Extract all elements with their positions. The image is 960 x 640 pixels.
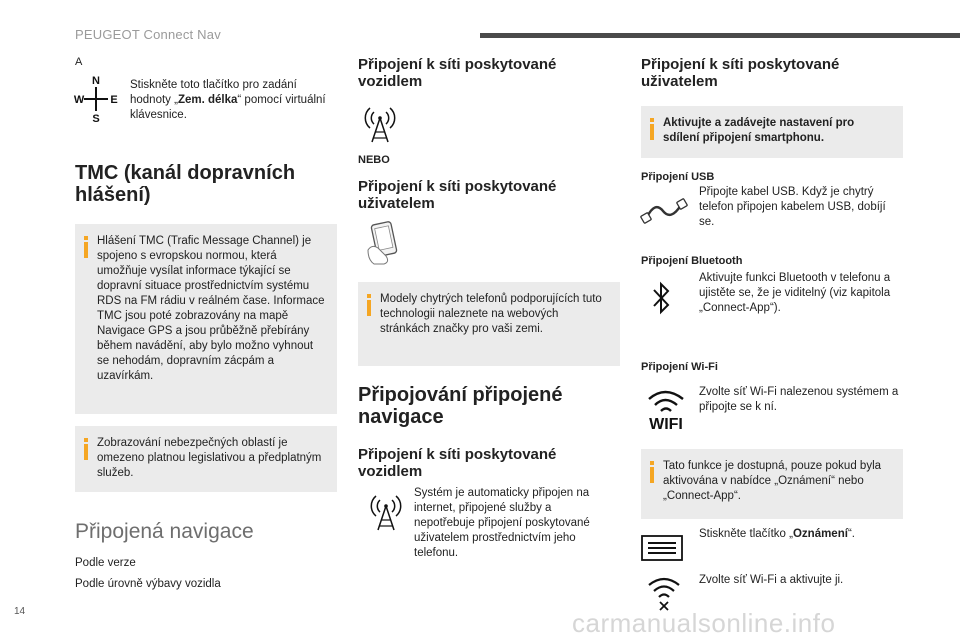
press-notifications-text bbox=[699, 527, 899, 542]
bluetooth-text: Aktivujte funkci Bluetooth v telefonu a ujistěte se, že je viditelný (viz kapitola „Connect-App“). bbox=[699, 272, 891, 314]
press-text-bold: Oznámení bbox=[792, 528, 848, 540]
select-wifi-row bbox=[641, 573, 903, 613]
vehicle-connection-heading: Připojení k síti poskytované vozidlem bbox=[358, 56, 557, 90]
wifi-label: Připojení Wi-Fi bbox=[641, 361, 718, 373]
compass-n: N bbox=[92, 75, 100, 87]
compass-icon bbox=[75, 74, 117, 124]
info-icon bbox=[84, 438, 88, 460]
bluetooth-icon bbox=[641, 271, 697, 319]
compass-w: W bbox=[73, 94, 85, 106]
info-icon bbox=[367, 294, 371, 316]
press-text-2: “. bbox=[847, 528, 855, 540]
connecting-navigation-heading: Připojování připojené navigace bbox=[358, 384, 563, 428]
wifi-settings-icon bbox=[641, 573, 697, 613]
compass-text-2: “ pomocí virtuální klávesnice. bbox=[130, 94, 326, 121]
compass-e: E bbox=[110, 94, 118, 106]
tmc-note bbox=[75, 224, 337, 414]
version-line: Podle verze bbox=[75, 557, 136, 569]
compass-row bbox=[75, 74, 337, 124]
menu-list-icon bbox=[641, 527, 697, 563]
usb-row bbox=[641, 185, 903, 231]
or-label: NEBO bbox=[358, 154, 390, 166]
danger-note-text: Zobrazování nebezpečných oblastí je omezeno platnou legislativou a předplatným služeb. bbox=[97, 437, 322, 479]
info-icon bbox=[650, 118, 654, 140]
wifi-icon-text: WIFI bbox=[649, 416, 683, 433]
compass-text-1: Stiskněte toto tlačítko pro zadání hodnoty „ bbox=[130, 79, 297, 106]
select-wifi-text: Zvolte síť Wi-Fi a aktivujte ji. bbox=[699, 574, 844, 586]
info-icon bbox=[84, 236, 88, 258]
danger-note bbox=[75, 426, 337, 492]
smartphone-models-note bbox=[358, 282, 620, 366]
wifi-icon bbox=[641, 385, 697, 431]
user-connection-heading-2: Připojení k síti poskytované uživatelem bbox=[641, 56, 840, 90]
activate-sharing-note bbox=[641, 106, 903, 158]
page-header-title: PEUGEOT Connect Nav bbox=[75, 27, 221, 42]
tmc-heading: TMC (kanál dopravních hlášení) bbox=[75, 162, 296, 206]
compass-description bbox=[130, 78, 330, 123]
wifi-row bbox=[641, 385, 903, 431]
watermark: carmanualsonline.info bbox=[572, 608, 836, 638]
activate-sharing-note-text: Aktivujte a zadávejte nastavení pro sdílení připojení smartphonu. bbox=[663, 117, 855, 144]
usb-cable-icon bbox=[641, 185, 697, 231]
column-1 bbox=[75, 56, 337, 592]
availability-note-text: Tato funkce je dostupná, pouze pokud byla aktivována v nabídce „Oznámení“ nebo „Connect-App“. bbox=[663, 460, 882, 502]
press-text-1: Stiskněte tlačítko „ bbox=[699, 528, 793, 540]
usb-label: Připojení USB bbox=[641, 171, 715, 183]
smartphone-models-note-text: Modely chytrých telefonů podporujících tuto technologii naleznete na webových stránkách značky pro vaši zemi. bbox=[380, 293, 602, 335]
info-icon bbox=[650, 461, 654, 483]
vehicle-connection-text: Systém je automaticky připojen na internet, připojené služby a nepotřebuje připojení poskytované uživatelem prostřednictvím jeho telefonu. bbox=[414, 487, 590, 559]
availability-note bbox=[641, 449, 903, 519]
column-3 bbox=[641, 56, 903, 613]
wifi-text: Zvolte síť Wi-Fi nalezenou systémem a připojte se k ní. bbox=[699, 386, 899, 413]
tmc-note-text: Hlášení TMC (Trafic Message Channel) je spojeno s evropskou normou, která umožňuje vysílat informace týkající se dopravní situace prostřednictvím systému RDS na FM rádiu v reálném čase. Informace TMC jsou poté zobrazovány na mapě Navigace GPS a jsou průběžně přebírány během navádění, aby bylo možno vyhnout se nehodám, dopravním zácpám a uzavírkám. bbox=[97, 235, 325, 382]
compass-text-bold: Zem. délka bbox=[177, 94, 238, 106]
antenna-icon bbox=[360, 104, 400, 144]
user-connection-heading: Připojení k síti poskytované uživatelem bbox=[358, 178, 557, 212]
header-bar bbox=[480, 33, 960, 38]
column-2 bbox=[358, 56, 620, 561]
usb-text: Připojte kabel USB. Když je chytrý telefon připojen kabelem USB, dobíjí se. bbox=[699, 186, 886, 228]
antenna-icon bbox=[358, 492, 408, 532]
compass-s: S bbox=[92, 113, 100, 125]
bluetooth-label: Připojení Bluetooth bbox=[641, 255, 743, 267]
vehicle-connection-row bbox=[358, 487, 620, 561]
notifications-row bbox=[641, 527, 903, 563]
smartphone-icon bbox=[362, 220, 412, 266]
equipment-line: Podle úrovně výbavy vozidla bbox=[75, 578, 221, 590]
vehicle-connection-heading-2: Připojení k síti poskytované vozidlem bbox=[358, 446, 557, 480]
bluetooth-row bbox=[641, 271, 903, 319]
page-number: 14 bbox=[14, 606, 26, 617]
item-letter: A bbox=[75, 56, 83, 68]
connected-navigation-heading: Připojená navigace bbox=[75, 520, 254, 543]
